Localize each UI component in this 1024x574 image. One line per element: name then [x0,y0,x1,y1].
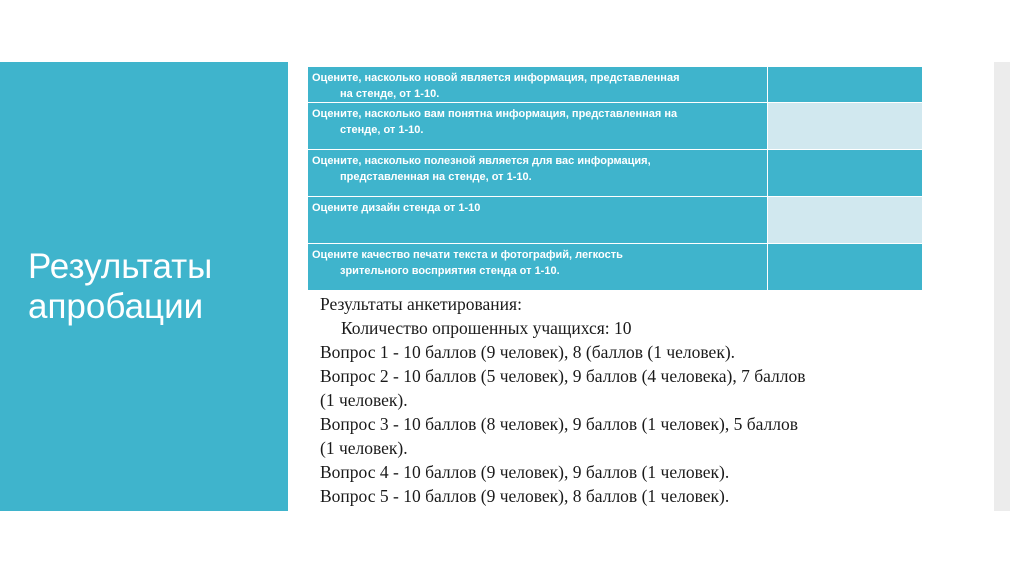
result-question-5: Вопрос 5 - 10 баллов (9 человек), 8 баллов (1 человек). [320,486,730,506]
table-row [308,103,923,150]
result-question-3: Вопрос 3 - 10 баллов (8 человек), 9 баллов (1 человек), 5 баллов [320,414,799,434]
answer-cell [768,197,923,244]
slide-title-line1: Результаты [28,247,213,286]
table-row [308,244,923,291]
answer-cell [768,150,923,197]
question-cell [308,150,768,197]
question-line: на стенде, от 1-10. [340,88,440,100]
answer-cell [768,67,923,103]
question-cell [308,103,768,150]
answer-cell [768,103,923,150]
question-line: зрительного восприятия стенда от 1-10. [340,265,560,277]
table-row [308,197,923,244]
side-decoration-bar [994,62,1010,511]
result-question-3-cont: (1 человек). [320,438,408,458]
result-question-4: Вопрос 4 - 10 баллов (9 человек), 9 баллов (1 человек). [320,462,730,482]
question-cell [308,197,768,244]
table-row [308,150,923,197]
answer-cell [768,244,923,291]
question-cell [308,67,768,103]
slide-title [28,247,278,327]
question-line: Оцените дизайн стенда от 1-10 [312,202,481,214]
result-question-1: Вопрос 1 - 10 баллов (9 человек), 8 (баллов (1 человек). [320,342,736,362]
result-question-2-cont: (1 человек). [320,390,408,410]
question-line: Оцените качество печати текста и фотографий, легкость [312,249,623,261]
survey-results [320,292,930,508]
question-line: представленная на стенде, от 1-10. [340,171,532,183]
survey-questions-table [307,66,923,291]
question-line: Оцените, насколько полезной является для вас информация, [312,155,651,167]
slide-title-line2: апробации [28,287,204,326]
question-line: Оцените, насколько новой является информация, представленная [312,72,680,84]
question-line: стенде, от 1-10. [340,124,424,136]
question-cell [308,244,768,291]
respondent-count: Количество опрошенных учащихся: 10 [341,318,632,338]
results-heading: Результаты анкетирования: [320,294,522,314]
table-row [308,67,923,103]
question-line: Оцените, насколько вам понятна информация, представленная на [312,108,678,120]
result-question-2: Вопрос 2 - 10 баллов (5 человек), 9 баллов (4 человека), 7 баллов [320,366,806,386]
